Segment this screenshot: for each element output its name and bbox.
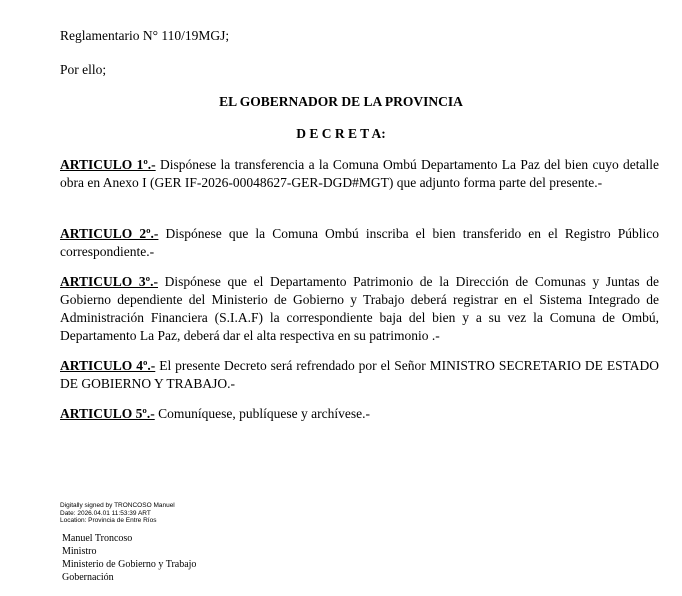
signatory-role: Ministro <box>62 546 97 557</box>
article-3-text: Dispónese que el Departamento Patrimonio de la Dirección de Comunas y Juntas de Gobierno dependiente del Ministerio de Gobierno y Trabajo deberá registrar en el Sistema Integrado de Administración Financiera (S.I.A.F) la correspondiente baja del bien y a su vez la Comuna de Ombú, Departamento La Paz, deberá dar el alta respectiva en su patrimonio .- <box>60 274 659 343</box>
article-1 <box>60 156 659 192</box>
signature-location: Location: Provincia de Entre Ríos <box>60 517 157 524</box>
por-ello-line: Por ello; <box>60 62 107 77</box>
article-3 <box>60 273 659 345</box>
article-4-label: ARTICULO 4º.- <box>60 358 156 373</box>
article-3-label: ARTICULO 3º.- <box>60 274 159 289</box>
signatory-office: Gobernación <box>62 572 114 583</box>
reglamentario-line: Reglamentario N° 110/19MGJ; <box>60 28 230 43</box>
signatory-block <box>62 532 196 584</box>
article-1-text: Dispónese la transferencia a la Comuna Ombú Departamento La Paz del bien cuyo detalle obra en Anexo I (GER IF-2026-00048627-GER-DGD#MGT) que adjunto forma parte del presente.- <box>60 157 659 190</box>
article-5-text: Comuníquese, publíquese y archívese.- <box>154 406 370 421</box>
signatory-name: Manuel Troncoso <box>62 533 133 544</box>
signatory-ministry: Ministerio de Gobierno y Trabajo <box>62 559 197 570</box>
article-2 <box>60 225 659 261</box>
governor-title: EL GOBERNADOR DE LA PROVINCIA <box>219 94 463 109</box>
signed-by: Digitally signed by TRONCOSO Manuel <box>60 502 175 509</box>
decreta-heading: D E C R E T A: <box>296 126 386 141</box>
article-5-label: ARTICULO 5º.- <box>60 406 155 421</box>
article-2-text: Dispónese que la Comuna Ombú inscriba el bien transferido en el Registro Público correspondiente.- <box>60 226 659 259</box>
article-1-label: ARTICULO 1º.- <box>60 157 156 172</box>
article-4-text: El presente Decreto será refrendado por el Señor MINISTRO SECRETARIO DE ESTADO DE GOBIERNO Y TRABAJO.- <box>60 358 659 391</box>
digital-signature-stamp <box>60 502 175 525</box>
article-5 <box>60 405 659 423</box>
article-4 <box>60 357 659 393</box>
article-2-label: ARTICULO 2º.- <box>60 226 159 241</box>
signature-date: Date: 2026.04.01 11:53:39 ART <box>60 509 151 517</box>
